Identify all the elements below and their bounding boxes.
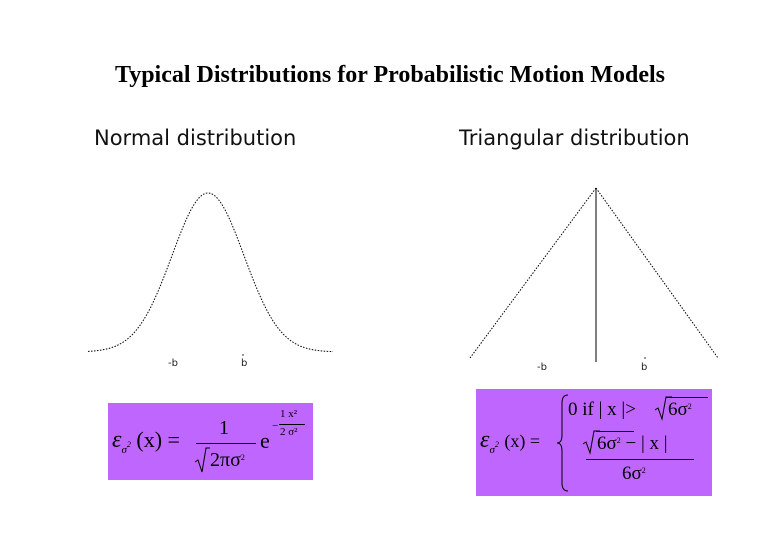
subscript-exponent: 2 <box>126 440 131 449</box>
sqrt-overline-case-one <box>666 397 708 398</box>
case-two-root-exponent: 2 <box>616 436 621 445</box>
case-two-rest: − | x | <box>620 433 668 454</box>
case-two-fraction-bar <box>586 459 694 460</box>
subscript-exponent: 2 <box>494 440 499 449</box>
function-argument: (x) = <box>136 427 180 452</box>
normal-tick-b: b <box>241 358 248 369</box>
normal-tick-mark <box>242 354 243 355</box>
epsilon-symbol: ε <box>480 427 490 453</box>
sqrt-overline-case-two <box>596 431 634 432</box>
exp-base: e <box>260 428 270 453</box>
epsilon-symbol: ε <box>112 427 122 453</box>
triangular-distribution-label: Triangular distribution <box>459 126 690 150</box>
sigma-subscript: σ <box>121 444 127 456</box>
function-argument: (x) = <box>504 431 541 451</box>
triangular-tick-neg-b: -b <box>537 362 547 373</box>
triangle-right-edge <box>596 188 718 358</box>
triangular-formula-box <box>476 389 712 496</box>
sqrt-symbol <box>194 446 210 474</box>
case-one-root: 6σ <box>668 399 688 420</box>
triangle-left-edge <box>470 188 596 358</box>
case-one-root-exponent: 2 <box>687 402 692 411</box>
fraction-denominator: 2πσ <box>210 449 241 471</box>
case-two-root: 6σ <box>597 433 617 454</box>
normal-curve <box>88 193 333 352</box>
fraction-bar <box>196 443 256 444</box>
case-one-text: 0 if | x |> <box>568 399 636 420</box>
denominator-exponent: 2 <box>240 453 245 462</box>
normal-tick-neg-b: -b <box>168 358 178 369</box>
exp-fraction-bar <box>279 424 305 425</box>
case-two-denominator-exponent: 2 <box>641 466 646 475</box>
normal-distribution-label: Normal distribution <box>94 126 297 150</box>
fraction-numerator: 1 <box>219 417 229 439</box>
case-two-denominator: 6σ <box>622 463 642 484</box>
sigma-subscript: σ <box>489 444 495 456</box>
exp-numerator: 1 x² <box>280 408 298 420</box>
triangular-tick-b: b <box>641 362 648 373</box>
triangular-tick-mark <box>644 357 645 358</box>
exp-sign: − <box>272 420 279 432</box>
normal-formula-box <box>108 403 313 480</box>
page-title: Typical Distributions for Probabilistic Motion Models <box>114 62 666 88</box>
exp-denominator: 2 σ² <box>280 426 298 438</box>
